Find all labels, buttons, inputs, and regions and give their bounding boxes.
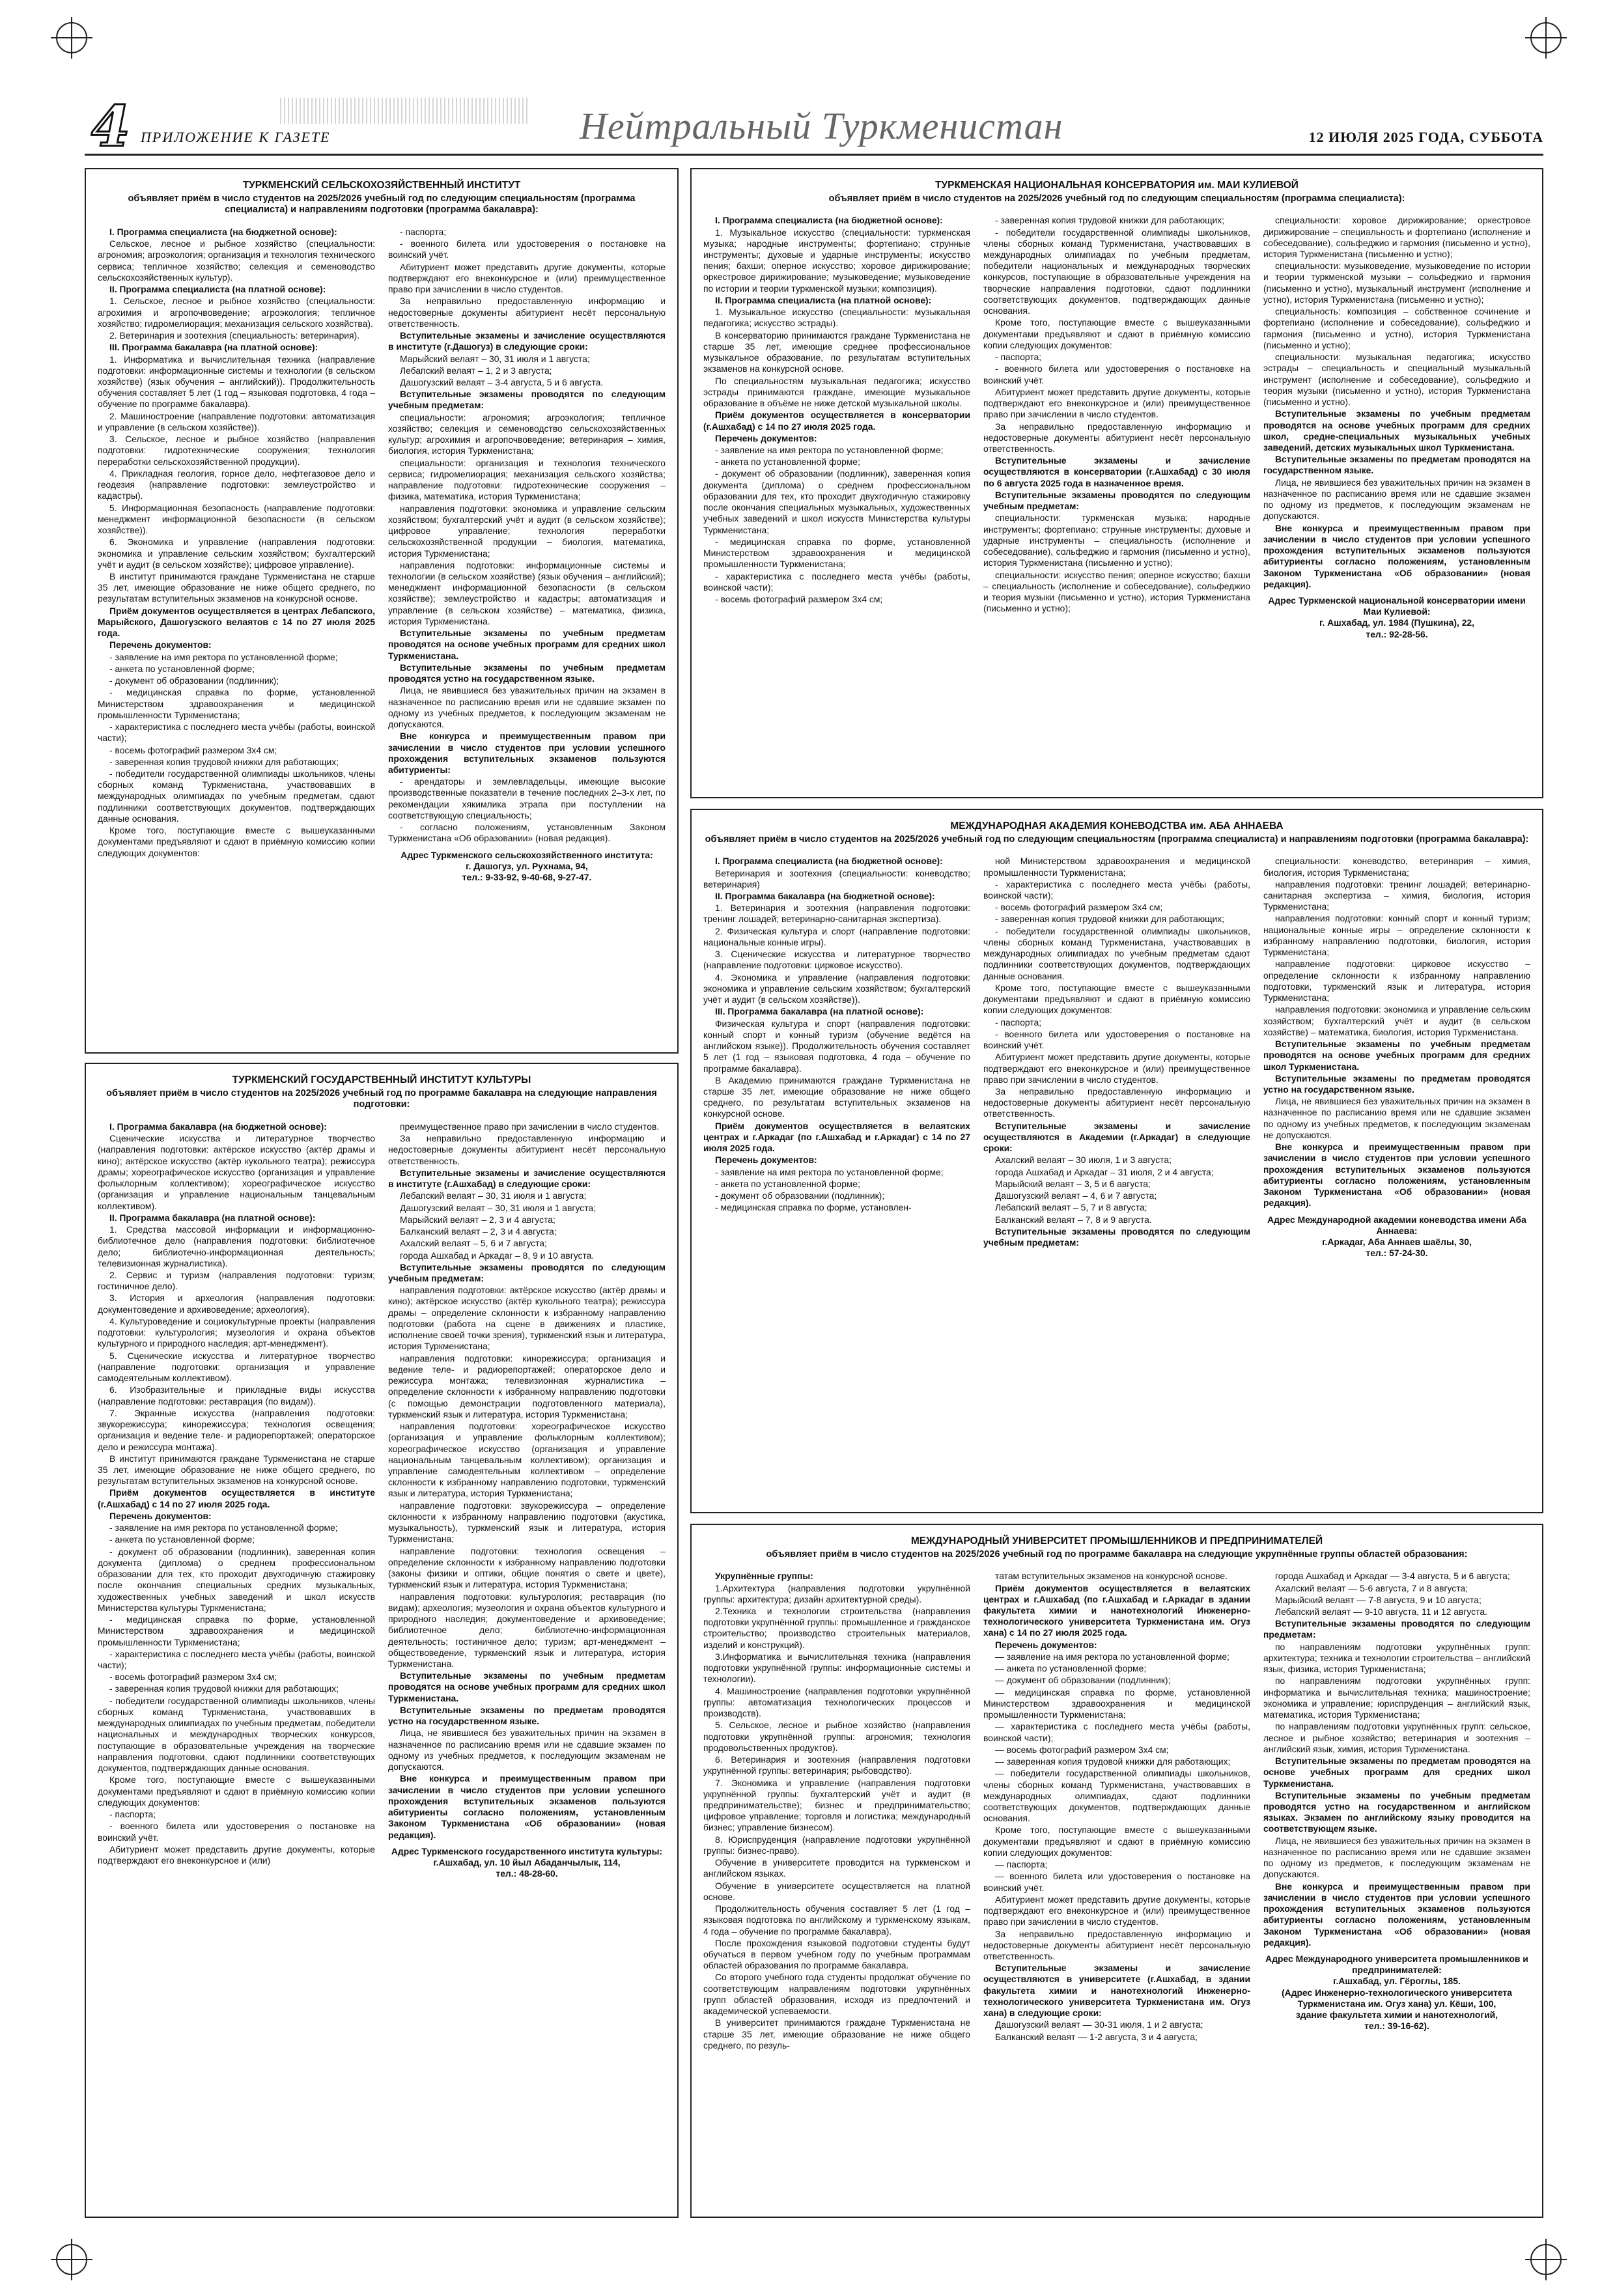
paragraph: II. Программа специалиста (на платной основе): — [715, 294, 932, 305]
paragraph: 2. Машиностроение (направление подготовки: автоматизация и управление (в сельском хозяйстве)). — [98, 410, 375, 432]
paragraph: За неправильно предоставленную информацию и недостоверные документы абитуриент несёт персональную ответственность. — [388, 1133, 666, 1166]
paragraph: ной Министерством здравоохранения и медицинской промышленности Туркменистана; — [983, 856, 1250, 878]
paragraph: - документ об образовании (подлинник), заверенная копия документа (диплома) о среднем профессиональном образовании для тех, кто проходит двухгодичную стажировку после окончания специальных музыкальных, художественных учебных заведений и школ искусств Министерства культуры Туркменистана; — [703, 468, 970, 535]
paragraph: - характеристика с последнего места учёбы (работы, воинской части); — [98, 1648, 375, 1670]
paragraph: 8. Юриспруденция (направление подготовки укрупнённой группы: бизнес-право). — [703, 1834, 970, 1856]
paragraph: Вне конкурса и преимущественным правом при зачислении в число студентов при условии успешного прохождения вступительных экзаменов пользуются абитуриенты согласно положениям, установленным Законом Туркменистана «Об образовании» (новая редакция). — [388, 1773, 666, 1840]
paragraph: Вступительные экзамены проводятся по следующим учебным предметам: — [983, 1225, 1250, 1248]
article-column — [98, 227, 375, 883]
paragraph: — паспорта; — [995, 1859, 1048, 1870]
paragraph: 1. Ветеринария и зоотехния (направления подготовки: тренинг лошадей; ветеринарно-санитарная экспертиза). — [703, 903, 970, 925]
paragraph: Приём документов осуществляется в велаятских центрах и г.Ашхабад (по г.Ашхабад и г.Аркадаг в здании факультета химии и нанотехнологий Инженерно-технологического университета Туркменистана им. Огуз хана) с 14 по 27 июля 2025 года. — [983, 1582, 1250, 1638]
paragraph: - восемь фотографий размером 3х4 см; — [715, 594, 883, 605]
article-subtitle: объявляет приём в число студентов на 2025/2026 учебный год по следующим специальностям (программа специалиста): — [828, 193, 1405, 204]
paragraph: направления подготовки: конный спорт и конный туризм; национальные конные игры – определение склонности к избранному направлению подготовки, биология, история Туркменистана; — [1263, 913, 1530, 958]
article-horse-breeding-academy — [690, 809, 1543, 1513]
article-column — [983, 1571, 1250, 2052]
paragraph: Абитуриент может представить другие документы, которые подтверждают его внеконкурсное и (или) преимущественное право при зачислении в число студентов. — [983, 386, 1250, 420]
institution-address: Адрес Международной академии коневодства имени Аба Аннаева: г.Аркадаг, Аба Аннаев шаёлы, 30, тел.: 57-24-30. — [1267, 1214, 1526, 1259]
paragraph: - заявление на имя ректора по установленной форме; — [715, 1166, 944, 1177]
paragraph: 2. Физическая культура и спорт (направление подготовки: национальные конные игры). — [703, 925, 970, 947]
paragraph: 1. Средства массовой информации и информационно-библиотечное дело (направления подготовки: библиотечное дело; библиотечно-информационная деятельность; телевизионная журналистика). — [98, 1224, 375, 1268]
paragraph: - восемь фотографий размером 3х4 см; — [995, 902, 1163, 913]
paragraph: Балканский велаят – 2, 3 и 4 августа; — [400, 1226, 557, 1237]
institution-address: Адрес Международного университета промышленников и предпринимателей: г.Ашхабад, ул. Гёроглы, 185. (Адрес Инженерно-технологического университета Туркменистана им. Огуз хана) ул. Кёши, 100, здание факультета химии и нанотехнологий, тел.: 39-16-62). — [1265, 1953, 1528, 2032]
paragraph: направления подготовки: кинорежиссура; организация и ведение теле- и радиорепортажей; операторское дело и режиссура монтажа; телевизионная журналистика – определение склонности к избранному направлению подготовки (с помощью демонстрации подготовленного материала), туркменский язык и литература, история Туркменистана; — [388, 1352, 666, 1420]
article-column — [703, 856, 970, 1259]
paragraph: по направлениям подготовки укрупнённых групп: сельское, лесное и рыбное хозяйство; ветеринария и зоотехния – английский язык, химия, история Туркменистана. — [1263, 1721, 1530, 1754]
article-industrialists-university — [690, 1524, 1543, 2218]
paragraph: Лица, не явившиеся без уважительных причин на экзамен в назначенное по расписанию время или не сдавшие экзамен по одному из учебных предметов, к последующим экзаменам не допускаются. — [1263, 1096, 1530, 1140]
paragraph: Вступительные экзамены по учебным предметам проводятся на основе учебных программ для средних школ, средне-специальных музыкальных учебных заведений, детских музыкальных школ Туркменистана. — [1263, 408, 1530, 453]
article-column — [1263, 1571, 1530, 2052]
paragraph: 4. Прикладная геология, горное дело, нефтегазовое дело и геодезия (направление подготовки: землеустройство и кадастры). — [98, 468, 375, 501]
registration-mark-top-left — [56, 22, 87, 53]
article-column — [1263, 215, 1530, 640]
paragraph: специальности: туркменская музыка; народные инструменты; фортепиано; струнные инструменты; духовые и ударные инструменты – специальность (исполнение и собеседование), сольфеджио и гармония (письменно и устно), история Туркменистана (письменно и устно); — [983, 512, 1250, 568]
paragraph: направление подготовки: технология освещения – определение склонности к избранному направлению подготовки (законы физики и оптики, общие понятия о свете и цвете), туркменский язык и литература, история Туркменистана; — [388, 1545, 666, 1590]
paragraph: города Ашхабад и Аркадаг – 31 июля, 2 и 4 августа; — [995, 1166, 1214, 1177]
article-title: ТУРКМЕНСКИЙ СЕЛЬСКОХОЗЯЙСТВЕННЫЙ ИНСТИТУТ — [242, 180, 521, 191]
paragraph: II. Программа бакалавра (на платной основе): — [109, 1212, 316, 1223]
paragraph: - характеристика с последнего места учёбы (работы, воинской части); — [703, 570, 970, 593]
paragraph: - медицинская справка по форме, установленной Министерством здравоохранения и медицинской промышленности Туркменистана; — [703, 536, 970, 570]
paragraph: - заявление на имя ректора по установленной форме; — [109, 1522, 338, 1533]
paragraph: Кроме того, поступающие вместе с вышеуказанными документами предъявляют и сдают в приёмную комиссию копии следующих документов: — [98, 1774, 375, 1808]
page-number-badge — [85, 94, 135, 160]
paragraph: направления подготовки: экономика и управление сельским хозяйством; бухгалтерский учёт и аудит (в сельском хозяйстве) – математика, биология, история Туркменистана. — [1263, 1004, 1530, 1037]
article-column — [703, 1571, 970, 2052]
paragraph: Перечень документов: — [995, 1639, 1097, 1650]
paragraph: Перечень документов: — [715, 1155, 817, 1166]
paragraph: Абитуриент может представить другие документы, которые подтверждают его внеконкурсное и (или) преимущественное право при зачислении в число студентов. — [983, 1894, 1250, 1927]
paragraph: За неправильно предоставленную информацию и недостоверные документы абитуриент несёт персональную ответственность. — [983, 1928, 1250, 1962]
paragraph: Дашогузский велаят – 3-4 августа, 5 и 6 августа. — [400, 377, 604, 388]
paragraph: - медицинская справка по форме, установлен- — [715, 1202, 912, 1213]
paragraph: - восемь фотографий размером 3х4 см; — [109, 744, 277, 755]
article-column — [703, 215, 970, 640]
newspaper-title: Нейтральный Туркменистан — [580, 105, 1063, 147]
paragraph: Вне конкурса и преимущественным правом при зачислении в число студентов при условии успешного прохождения вступительных экзаменов пользуются абитуриенты: — [388, 731, 666, 775]
paragraph: Вступительные экзамены и зачисление осуществляются в университете (г.Ашхабад, в здании факультета химии и нанотехнологий Инженерно-технологического университета Туркменистана им. Огуз хана) в следующие сроки: — [983, 1963, 1250, 2019]
paragraph: Лица, не явившиеся без уважительных причин на экзамен в назначенное по расписанию время или не сдавшие экзамен по одному из учебных предметов, к последующим экзаменам не допускаются. — [388, 1728, 666, 1772]
paragraph: Марыйский велаят – 30, 31 июля и 1 августа; — [400, 353, 590, 364]
paragraph: Кроме того, поступающие вместе с вышеуказанными документами предъявляют и сдают в приёмную комиссию копии следующих документов: — [983, 1825, 1250, 1858]
article-title: МЕЖДУНАРОДНЫЙ УНИВЕРСИТЕТ ПРОМЫШЛЕННИКОВ И ПРЕДПРИНИМАТЕЛЕЙ — [910, 1535, 1323, 1547]
paragraph: - военного билета или удостоверения о постановке на воинский учёт. — [983, 1028, 1250, 1051]
article-national-conservatory — [690, 168, 1543, 798]
institution-address: Адрес Туркменского сельскохозяйственного института: г. Дашогуз, ул. Рухнама, 94, тел.: 9-33-92, 9-40-68, 9-27-47. — [400, 849, 653, 883]
paragraph: Вступительные экзамены и зачисление осуществляются в Академии (г.Аркадаг) в следующие сроки: — [983, 1120, 1250, 1154]
paragraph: - анкета по установленной форме; — [715, 456, 860, 468]
paragraph: 6. Ветеринария и зоотехния (направления подготовки укрупнённой группы: ветеринария; рыбоводство). — [703, 1754, 970, 1776]
paragraph: направление подготовки: цирковое искусство – определение склонности к избранному направлению подготовки, туркменский язык и литература, история Туркменистана; — [1263, 959, 1530, 1003]
institution-address: Адрес Туркменской национальной консерватории имени Маи Кулиевой: г. Ашхабад, ул. 1984 (Пушкина), 22, тел.: 92-28-56. — [1268, 595, 1526, 639]
paragraph: направления подготовки: хореографическое искусство (организация и управление фольклорным коллективом); хореографическое искусство (организация и управление национальным танцевальным коллективом); организация и управление самодеятельным коллективом – определение склонности к избранному направлению подготовки, туркменский язык и литература, история Туркменистана; — [388, 1421, 666, 1499]
paragraph: - победители государственной олимпиады школьников, члены сборных команд Туркменистана, участвовавших в международных олимпиадах по учебным предметам, победители национальных и международных творческих конкурсов, поступающие в образовательные учреждения на творческие направления подготовки, сдают подлинники соответствующих документов, подтверждающих данные основания. — [983, 227, 1250, 316]
paragraph: За неправильно предоставленную информацию и недостоверные документы абитуриент несёт персональную ответственность. — [983, 1085, 1250, 1119]
paragraph: - заверенная копия трудовой книжки для работающих; — [109, 756, 339, 767]
paragraph: 3. Сельское, лесное и рыбное хозяйство (направления подготовки: гидротехнические сооружения; технология переработки сельскохозяйственной продукции). — [98, 434, 375, 467]
paragraph: Ветеринария и зоотехния (специальности: коневодство; ветеринария) — [703, 867, 970, 889]
paragraph: — заявление на имя ректора по установленной форме; — [995, 1651, 1229, 1662]
paragraph: Вступительные экзамены по предметам проводятся устно на государственном языке. — [1263, 1072, 1530, 1095]
paragraph: - военного билета или удостоверения о постановке на воинский учёт. — [98, 1821, 375, 1843]
paragraph: III. Программа бакалавра (на платной основе): — [715, 1006, 924, 1017]
paragraph: Вне конкурса и преимущественным правом при зачислении в число студентов при условии успешного прохождения вступительных экзаменов пользуются абитуриенты согласно положениям, установленным Законом Туркменистана «Об образовании» (новая редакция). — [1263, 1881, 1530, 1948]
paragraph: Обучение в университете проводится на туркменском и английском языках. — [703, 1857, 970, 1879]
paragraph: 4. Культуроведение и социокультурные проекты (направления подготовки: культурология; музеология и охрана объектов культурного и природного наследия; арт-менеджмент). — [98, 1315, 375, 1349]
paragraph: Сценические искусства и литературное творчество (направления подготовки: актёрское искусство (актёр драмы и кино); актёрское искусство (актёр кукольного театра); режиссура драмы; хореографическое искусство (организация и управление фольклорным коллективом); хореографическое искусство (организация и управление национальным танцевальным коллективом). — [98, 1133, 375, 1211]
article-column — [388, 1121, 666, 1879]
paragraph: специальности: хоровое дирижирование; оркестровое дирижирование – специальность и фортепиано (исполнение и собеседование), сольфеджио и гармония (письменно и устно), история Туркменистана (письменно и устно); — [1263, 215, 1530, 259]
paragraph: Физическая культура и спорт (направления подготовки: конный спорт и конный туризм (обучение ведётся на английском языке)). Продолжительность обучения составляет 5 лет (1 год – языковая подготовка, 4 года – обучение по программе бакалавра). — [703, 1018, 970, 1074]
paragraph: Вступительные экзамены проводятся по следующим учебным предметам: — [388, 389, 666, 411]
paragraph: 7. Экранные искусства (направления подготовки: звукорежиссура; кинорежиссура; технология освещения; организация и ведение теле- и радиорепортажей; операторское дело и режиссура монтажа). — [98, 1407, 375, 1452]
paragraph: В Академию принимаются граждане Туркменистана не старше 35 лет, имеющие образование не ниже общего среднего, по результатам вступительных экзаменов на конкурсной основе. — [703, 1074, 970, 1119]
article-culture-institute — [85, 1063, 679, 2218]
paragraph: III. Программа бакалавра (на платной основе): — [109, 342, 318, 353]
page-header — [85, 94, 1543, 160]
paragraph: направление подготовки: звукорежиссура – определение склонности к избранному направлению подготовки (акустика, музыкальность), туркменский язык и литература, история Туркменистана; — [388, 1500, 666, 1545]
article-title: ТУРКМЕНСКАЯ НАЦИОНАЛЬНАЯ КОНСЕРВАТОРИЯ им. МАИ КУЛИЕВОЙ — [935, 180, 1299, 191]
paragraph: Ахалский велаят — 5-6 августа, 7 и 8 августа; — [1275, 1582, 1468, 1593]
paragraph: 2. Сервис и туризм (направления подготовки: туризм; гостиничное дело). — [98, 1270, 375, 1292]
paragraph: - заявление на имя ректора по установленной форме; — [109, 651, 338, 662]
paragraph: Перечень документов: — [109, 639, 212, 651]
paragraph: - документ об образовании (подлинник); — [109, 675, 279, 686]
paragraph: Сельское, лесное и рыбное хозяйство (специальности: агрономия; агроэкология; организация и технология технического сервиса; тепличное хозяйство; селекция и семеноводство сельскохозяйственных культур). — [98, 238, 375, 283]
paragraph: Лица, не явившиеся без уважительных причин на экзамен в назначенное по расписанию время или не сдавшие экзамен по одному из предметов, к последующим экзаменам не допускаются. — [1263, 1835, 1530, 1880]
paragraph: — медицинская справка по форме, установленной Министерством здравоохранения и медицинской промышленности Туркменистана; — [983, 1687, 1250, 1720]
paragraph: — военного билета или удостоверения о постановке на воинский учёт. — [983, 1871, 1250, 1893]
paragraph: Кроме того, поступающие вместе с вышеуказанными документами предъявляют и сдают в приёмную комиссию копии следующих документов: — [983, 982, 1250, 1016]
paragraph: 3. История и археология (направления подготовки: документоведение и архивоведение; археология). — [98, 1293, 375, 1315]
paragraph: Вступительные экзамены проводятся по следующим предметам: — [1263, 1618, 1530, 1640]
paragraph: — характеристика с последнего места учёбы (работы, воинской части); — [983, 1721, 1250, 1743]
paragraph: I. Программа бакалавра (на бюджетной основе): — [109, 1121, 327, 1132]
paragraph: Лица, не явившиеся без уважительных причин на экзамен в назначенное по расписанию время или не сдавшие экзамен по одному из учебных предметов, к последующим экзаменам не допускаются. — [388, 685, 666, 730]
paragraph: 7. Экономика и управление (направления подготовки укрупнённой группы: бухгалтерский учёт и аудит (в предпринимательстве); бизнес и предпринимательство; цифровое управление; торговля и логистика; международный бизнес; управление бизнесом). — [703, 1777, 970, 1833]
paragraph: Лебапский велаят – 30, 31 июля и 1 августа; — [400, 1190, 587, 1201]
paragraph: Приём документов осуществляется в велаятских центрах и г.Аркадаг (по г.Ашхабад и г.Аркадаг) с 14 по 27 июля 2025 года. — [703, 1120, 970, 1154]
registration-mark-bottom-left — [56, 2244, 87, 2275]
paragraph: Приём документов осуществляется в центрах Лебапского, Марыйского, Дашогузского велаятов с 14 по 27 июля 2025 года. — [98, 605, 375, 639]
paragraph: - военного билета или удостоверения о постановке на воинский учёт. — [983, 363, 1250, 385]
paragraph: Вступительные экзамены по предметам проводятся на государственном языке. — [1263, 454, 1530, 476]
paragraph: В институт принимаются граждане Туркменистана не старше 35 лет, имеющие образование не ниже общего среднего, по результатам вступительных экзаменов на конкурсной основе. — [98, 571, 375, 604]
paragraph: Лица, не явившиеся без уважительных причин на экзамен в назначенное по расписанию время или не сдавшие экзамен по одному из предметов, к последующим экзаменам не допускаются. — [1263, 477, 1530, 522]
paragraph: Вступительные экзамены проводятся по следующим учебным предметам: — [983, 489, 1250, 512]
paragraph: Кроме того, поступающие вместе с вышеуказанными документами предъявляют и сдают в приёмную комиссию копии следующих документов: — [98, 825, 375, 858]
paragraph: Абитуриент может представить другие документы, которые подтверждают его внеконкурсное и (или) преимущественное право при зачислении в число студентов. — [388, 261, 666, 295]
paragraph: - согласно положениям, установленным Законом Туркменистана «Об образовании» (новая редакция). — [388, 822, 666, 844]
article-subtitle: объявляет приём в число студентов на 2025/2026 учебный год по следующим специальностям (программа специалиста) и направлениям подготовки (программа бакалавра): — [128, 193, 636, 216]
header-rule — [85, 154, 1543, 156]
paragraph: Марыйский велаят — 7-8 августа, 9 и 10 августа; — [1275, 1594, 1482, 1605]
supplement-label: ПРИЛОЖЕНИЕ К ГАЗЕТЕ — [141, 129, 331, 145]
paragraph: по направлениям подготовки укрупнённых групп: информатика и вычислительная техника; машиностроение; экономика и управление; юриспруденция – английский язык, математика, история Туркменистана; — [1263, 1675, 1530, 1720]
paragraph: 6. Изобразительные и прикладные виды искусства (направление подготовки: реставрация (по видам)). — [98, 1384, 375, 1407]
paragraph: - победители государственной олимпиады школьников, члены сборных команд Туркменистана, участвовавших в международных олимпиадах по учебным предметам сдают подлинники соответствующих документов, подтверждающих данные основания. — [983, 925, 1250, 981]
article-column — [1263, 856, 1530, 1259]
registration-mark-top-right — [1530, 22, 1562, 53]
paragraph: Дашогузский велаят – 4, 6 и 7 августа; — [995, 1190, 1157, 1201]
paragraph: За неправильно предоставленную информацию и недостоверные документы абитуриент несёт персональную ответственность. — [983, 421, 1250, 454]
paragraph: Вступительные экзамены по учебным предметам проводятся на основе учебных программ для средних школ Туркменистана. — [388, 1670, 666, 1703]
paragraph: 4. Машиностроение (направления подготовки укрупнённой группы: автоматизация технологических процессов и производств). — [703, 1685, 970, 1719]
paragraph: направления подготовки: информационные системы и технологии (в сельском хозяйстве) (язык обучения – английский); менеджмент информационной безопасности (в сельском хозяйстве); землеустройство и кадастры; автоматизация и управление (в сельском хозяйстве) – математика, физика, история Туркменистана. — [388, 559, 666, 626]
paragraph: - медицинская справка по форме, установленной Министерством здравоохранения и медицинской промышленности Туркменистана; — [98, 1614, 375, 1647]
paragraph: Ахалский велаят – 30 июля, 1 и 3 августа; — [995, 1155, 1172, 1166]
paragraph: преимущественное право при зачислении в число студентов. — [400, 1121, 660, 1132]
paragraph: I. Программа специалиста (на бюджетной основе): — [715, 856, 943, 867]
paragraph: В университет принимаются граждане Туркменистана не старше 35 лет, имеющие образование не ниже общего среднего, по резуль- — [703, 2017, 970, 2051]
header-hatch-ornament — [280, 98, 527, 124]
paragraph: I. Программа специалиста (на бюджетной основе): — [715, 215, 943, 226]
paragraph: 2. Ветеринария и зоотехния (специальность: ветеринария). — [109, 330, 360, 341]
paragraph: — победители государственной олимпиады школьников, члены сборных команд Туркменистана, участвовавших в международных олимпиадах, сдают подлинники соответствующих документов, подтверждающих данные основания. — [983, 1768, 1250, 1824]
paragraph: - победители государственной олимпиады школьников, члены сборных команд Туркменистана, участвовавших в международных олимпиадах по учебным предметам, победители национальных и международных творческих конкурсов, поступающие в образовательные учреждения на творческие направления подготовки, сдают подлинники соответствующих документов, подтверждающих данные основания. — [98, 1695, 375, 1774]
paragraph: II. Программа специалиста (на платной основе): — [109, 284, 326, 295]
paragraph: специальности: искусство пения; оперное искусство; бахши – специальность (исполнение и собеседование), сольфеджио и теория музыки (письменно и устно), история Туркменистана (письменно и устно); — [983, 569, 1250, 614]
paragraph: Марыйский велаят – 2, 3 и 4 августа; — [400, 1214, 555, 1225]
paragraph: 1. Информатика и вычислительная техника (направление подготовки: информационные системы и технологии (в сельском хозяйстве) (язык обучения – английский)). Продолжительность обучения составляет 5 лет (1 год – языковая подготовка, 4 года – обучение по программе бакалавра). — [98, 354, 375, 410]
paragraph: В институт принимаются граждане Туркменистана не старше 35 лет, имеющие образование не ниже общего среднего, по результатам вступительных экзаменов на конкурсной основе. — [98, 1453, 375, 1487]
paragraph: 3. Сценические искусства и литературное творчество (направление подготовки: цирковое искусство). — [703, 949, 970, 971]
paragraph: Вступительные экзамены проводятся по следующим учебным предметам: — [388, 1261, 666, 1284]
paragraph: Приём документов осуществляется в институте (г.Ашхабад) с 14 по 27 июля 2025 года. — [98, 1487, 375, 1509]
paragraph: 2.Техника и технологии строительства (направления подготовки укрупнённой группы: промышленное и гражданское строительство; производство строительных материалов, изделий и конструкций). — [703, 1605, 970, 1650]
paragraph: Вступительные экзамены по учебным предметам проводятся устно на государственном и английском языках. Экзамен по английскому языку проводится на соответствующем языке. — [1263, 1789, 1530, 1834]
paragraph: Марыйский велаят – 3, 5 и 6 августа; — [995, 1178, 1151, 1189]
paragraph: - анкета по установленной форме; — [109, 1534, 255, 1545]
paragraph: 5. Сельское, лесное и рыбное хозяйство (направления подготовки укрупнённой группы: агрономия; технология продовольственных продуктов). — [703, 1720, 970, 1753]
paragraph: - характеристика с последнего места учёбы (работы, воинской части); — [98, 721, 375, 744]
paragraph: специальность: композиция – собственное сочинение и фортепиано (исполнение и собеседование), сольфеджио и гармония (письменно и устно), история Туркменистана (письменно и устно); — [1263, 306, 1530, 350]
paragraph: Кроме того, поступающие вместе с вышеуказанными документами предъявляют и сдают в приёмную комиссию копии следующих документов: — [983, 317, 1250, 350]
article-subtitle: объявляет приём в число студентов на 2025/2026 учебный год по программе бакалавра на следующие направления подготовки: — [106, 1087, 657, 1110]
paragraph: - паспорта; — [995, 1016, 1042, 1028]
paragraph: - паспорта; — [400, 226, 447, 237]
paragraph: татам вступительных экзаменов на конкурсной основе. — [995, 1571, 1228, 1582]
paragraph: - заявление на имя ректора по установленной форме; — [715, 444, 944, 455]
paragraph: Дашогузский велаят – 30, 31 июля и 1 августа; — [400, 1202, 597, 1213]
paragraph: Продолжительность обучения составляет 5 лет (1 год – языковая подготовка по английскому и туркменскому языкам, 4 года – обучение по программе бакалавра). — [703, 1903, 970, 1937]
paragraph: Вступительные экзамены по предметам проводятся на основе учебных программ для средних школ Туркменистана. — [1263, 1756, 1530, 1789]
paragraph: специальности: музыковедение, музыковедение по истории и теории туркменской музыки – сольфеджио и гармония (письменно и устно), музыкальный инструмент (исполнение и устно), история Туркменистана (письменно и устно); — [1263, 260, 1530, 305]
paragraph: 1. Сельское, лесное и рыбное хозяйство (специальности: агрохимия и агропочвоведение; агроэкология; тепличное хозяйство; гидромелиорация; механизация сельского хозяйства). — [98, 296, 375, 329]
paragraph: Вступительные экзамены по учебным предметам проводятся на основе учебных программ для средних школ Туркменистана. — [388, 628, 666, 661]
paragraph: города Ашхабад и Аркадаг — 3-4 августа, 5 и 6 августа; — [1275, 1571, 1510, 1582]
paragraph: Перечень документов: — [715, 432, 817, 443]
paragraph: Ахалский велаят – 5, 6 и 7 августа; — [400, 1238, 547, 1249]
paragraph: направления подготовки: экономика и управление сельским хозяйством; бухгалтерский учёт и аудит (в сельском хозяйстве); цифровое управление; технология переработки сельскохозяйственной продукции – биология, математика, история Туркменистана; — [388, 503, 666, 559]
paragraph: - заверенная копия трудовой книжки для работающих; — [995, 215, 1225, 226]
paragraph: 1.Архитектура (направления подготовки укрупнённой группы: архитектура; дизайн архитектурной среды). — [703, 1582, 970, 1604]
paragraph: - анкета по установленной форме; — [109, 663, 255, 674]
paragraph: Вступительные экзамены и зачисление осуществляются в консерватории (г.Ашхабад) с 30 июля по 6 августа 2025 года в назначенное время. — [983, 455, 1250, 488]
article-title: МЕЖДУНАРОДНАЯ АКАДЕМИЯ КОНЕВОДСТВА им. АБА АННАЕВА — [950, 820, 1284, 832]
paragraph: - паспорта; — [109, 1809, 156, 1820]
paragraph: Вне конкурса и преимущественным правом при зачислении в число студентов при условии успешного прохождения вступительных экзаменов пользуются абитуриенты согласно положениям, установленным Законом Туркменистана «Об образовании» (новая редакция). — [1263, 1141, 1530, 1209]
paragraph: — документ об образовании (подлинник); — [995, 1675, 1171, 1686]
paragraph: направления подготовки: актёрское искусство (актёр драмы и кино); актёрское искусство (актёр кукольного театра); режиссура драмы – определение склонности к избранному направлению подготовки (работа на сцене в движениях и пластике, исполнение своей точки зрения), туркменский язык и литература, история Туркменистана; — [388, 1285, 666, 1352]
article-column — [983, 215, 1250, 640]
paragraph: - анкета по установленной форме; — [715, 1178, 860, 1189]
paragraph: Вступительные экзамены по учебным предметам проводятся устно на государственном языке. — [388, 662, 666, 684]
paragraph: 1. Музыкальное искусство (специальности: музыкальная педагогика; искусство эстрады). — [703, 307, 970, 329]
paragraph: В консерваторию принимаются граждане Туркменистана не старше 35 лет, имеющие среднее профессиональное музыкальное образование, по результатам вступительных экзаменов на конкурсной основе. — [703, 329, 970, 374]
article-title: ТУРКМЕНСКИЙ ГОСУДАРСТВЕННЫЙ ИНСТИТУТ КУЛЬТУРЫ — [232, 1074, 531, 1085]
paragraph: специальности: организация и технология технического сервиса; гидромелиорация; механизация сельского хозяйства; направление подготовки: гидротехнические сооружения – физика, математика, история Туркменистана; — [388, 457, 666, 502]
paragraph: Абитуриент может представить другие документы, которые подтверждают его внеконкурсное и (или) преимущественное право при зачислении в число студентов. — [983, 1052, 1250, 1085]
registration-mark-bottom-right — [1530, 2244, 1562, 2275]
paragraph: 5. Информационная безопасность (направление подготовки: менеджмент информационной безопасности (в сельском хозяйстве)). — [98, 502, 375, 536]
page-number: 4 — [91, 94, 130, 160]
paragraph: Вне конкурса и преимущественным правом при зачислении в число студентов при условии успешного прохождения вступительных экзаменов пользуются абитуриенты согласно положениям, установленным Законом Туркменистана «Об образовании» (новая редакция). — [1263, 522, 1530, 589]
paragraph: I. Программа специалиста (на бюджетной основе): — [109, 226, 337, 237]
paragraph: специальности: коневодство, ветеринария – химия, биология, история Туркменистана; — [1263, 856, 1530, 878]
article-subtitle: объявляет приём в число студентов на 2025/2026 учебный год по программе бакалавра на следующие укрупнённые группы областей образования: — [766, 1548, 1468, 1560]
paragraph: 4. Экономика и управление (направления подготовки: экономика и управление сельским хозяйством; бухгалтерский учёт и аудит (в сельском хозяйстве)). — [703, 972, 970, 1005]
paragraph: города Ашхабад и Аркадаг – 8, 9 и 10 августа. — [400, 1250, 595, 1261]
paragraph: - паспорта; — [995, 352, 1042, 363]
article-column — [983, 856, 1250, 1259]
paragraph: Балканский велаят – 7, 8 и 9 августа. — [995, 1214, 1152, 1225]
paragraph: 6. Экономика и управление (направления подготовки: экономика и управление сельским хозяйством; бухгалтерский учёт и аудит (в сельском хозяйстве); цифровое управление). — [98, 537, 375, 570]
paragraph: — анкета по установленной форме; — [995, 1663, 1147, 1674]
paragraph: Дашогузский велаят — 30-31 июля, 1 и 2 августа; — [995, 2019, 1203, 2030]
paragraph: Перечень документов: — [109, 1510, 212, 1521]
paragraph: - восемь фотографий размером 3х4 см; — [109, 1672, 277, 1683]
paragraph: по направлениям подготовки укрупнённых групп: архитектура; техника и технологии строительства – английский язык, физика, история Туркменистана; — [1263, 1641, 1530, 1675]
paragraph: II. Программа бакалавра (на бюджетной основе): — [715, 890, 935, 901]
paragraph: - победители государственной олимпиады школьников, члены сборных команд Туркменистана, участвовавших в международных олимпиадах по учебным предметам, сдают подлинники соответствующих документов, подтверждающих данные основания. — [98, 768, 375, 824]
paragraph: 1. Музыкальное искусство (специальности: туркменская музыка; народные инструменты; фортепиано; струнные инструменты; духовые и ударные инструменты; искусство пения; бахши; оперное искусство; хоровое дирижирование; оркестровое дирижирование; музыковедение; музыковедение по истории и теории туркменской музыки; композиция). — [703, 227, 970, 294]
article-agricultural-institute — [85, 168, 679, 1054]
paragraph: направления подготовки: тренинг лошадей; ветеринарно-санитарная экспертиза – химия, биология, история Туркменистана; — [1263, 878, 1530, 912]
article-subtitle: объявляет приём в число студентов на 2025/2026 учебный год по следующим специальностям (программа специалиста) и направлениям подготовки (программа бакалавра): — [705, 833, 1529, 845]
paragraph: Вступительные экзамены по предметам проводятся устно на государственном языке. — [388, 1704, 666, 1727]
paragraph: Абитуриент может представить другие документы, которые подтверждают его внеконкурсное и (или) — [98, 1843, 375, 1866]
issue-date: 12 ИЮЛЯ 2025 ГОДА, СУББОТА — [1308, 129, 1543, 145]
paragraph: - документ об образовании (подлинник), заверенная копия документа (диплома) о среднем профессиональном образовании для тех, кто проходит двухгодичную стажировку после окончания специальных средних музыкальных, художественных учебных заведений и школ искусств Министерства культуры Туркменистана; — [98, 1546, 375, 1613]
paragraph: направления подготовки: культурология; реставрация (по видам); археология; музеология и охрана объектов культурного и природного наследия; документоведение и архивоведение; библиотечное дело; библиотечно-информационная деятельность; гостиничное дело; туризм; арт-менеджмент – обществоведение, туркменский язык и литература, история Туркменистана. — [388, 1591, 666, 1669]
paragraph: Обучение в университете осуществляется на платной основе. — [703, 1880, 970, 1902]
paragraph: За неправильно предоставленную информацию и недостоверные документы абитуриент несёт персональную ответственность. — [388, 296, 666, 329]
article-column — [388, 227, 666, 883]
paragraph: Лебапский велаят — 9-10 августа, 11 и 12 августа. — [1275, 1606, 1487, 1617]
paragraph: Балканский велаят — 1-2 августа, 3 и 4 августа; — [995, 2031, 1198, 2042]
paragraph: — восемь фотографий размером 3х4 см; — [995, 1744, 1169, 1755]
paragraph: Со второго учебного года студенты продолжат обучение по соответствующим направлениям подготовки укрупнённых групп областей образования, исходя из предпочтений и академической успеваемости. — [703, 1972, 970, 2017]
paragraph: Лебапский велаят – 5, 7 и 8 августа; — [995, 1202, 1147, 1213]
paragraph: Вступительные экзамены по учебным предметам проводятся на основе учебных программ для средних школ Туркменистана. — [1263, 1039, 1530, 1072]
paragraph: - заверенная копия трудовой книжки для работающих; — [109, 1683, 339, 1694]
paragraph: — заверенная копия трудовой книжки для работающих; — [995, 1756, 1231, 1767]
paragraph: - арендаторы и землевладельцы, имеющие высокие производственные показатели в течение последних 2–3-х лет, по рекомендации хякимлика этрапа при поступлении на соответствующую специальность; — [388, 776, 666, 820]
paragraph: - документ об образовании (подлинник); — [715, 1190, 885, 1201]
paragraph: - заверенная копия трудовой книжки для работающих; — [995, 914, 1225, 925]
paragraph: Лебапский велаят – 1, 2 и 3 августа; — [400, 365, 552, 376]
paragraph: Приём документов осуществляется в консерватории (г.Ашхабад) с 14 по 27 июля 2025 года. — [703, 410, 970, 432]
paragraph: - медицинская справка по форме, установленной Министерством здравоохранения и медицинской промышленности Туркменистана; — [98, 687, 375, 720]
paragraph: После прохождения языковой подготовки студенты будут обучаться в первом учебном году по учебным программам областей образования по программе бакалавра. — [703, 1937, 970, 1971]
article-column — [98, 1121, 375, 1879]
paragraph: Укрупнённые группы: — [715, 1571, 813, 1582]
paragraph: 3.Информатика и вычислительная техника (направления подготовки укрупнённой группы: информационные системы и технологии). — [703, 1651, 970, 1685]
paragraph: 5. Сценические искусства и литературное творчество (направление подготовки: организация и управление самодеятельным коллективом). — [98, 1350, 375, 1384]
paragraph: специальности: агрономия; агроэкология; тепличное хозяйство; селекция и семеноводство сельскохозяйственных культур; агрохимия и агропочвоведение; ветеринария – химия, биология, история Туркменистана; — [388, 412, 666, 456]
paragraph: специальности: музыкальная педагогика; искусство эстрады – специальность и специальный музыкальный инструмент (исполнение и собеседование), сольфеджио и теория музыки (письменно и устно), история Туркменистана (письменно и устно). — [1263, 352, 1530, 408]
paragraph: - характеристика с последнего места учёбы (работы, воинской части); — [983, 878, 1250, 901]
paragraph: Вступительные экзамены и зачисление осуществляются в институте (г.Дашогуз) в следующие сроки: — [388, 330, 666, 352]
institution-address: Адрес Туркменского государственного института культуры: г.Ашхабад, ул. 10 йыл Абаданчылык, 114, тел.: 48-28-60. — [391, 1845, 663, 1879]
paragraph: - военного билета или удостоверения о постановке на воинский учёт. — [388, 238, 666, 260]
paragraph: Вступительные экзамены и зачисление осуществляются в институте (г.Ашхабад) в следующие сроки: — [388, 1167, 666, 1190]
paragraph: По специальностям музыкальная педагогика; искусство эстрады принимаются граждане, имеющие музыкальное образование в объёме не ниже детской музыкальной школы. — [703, 375, 970, 409]
